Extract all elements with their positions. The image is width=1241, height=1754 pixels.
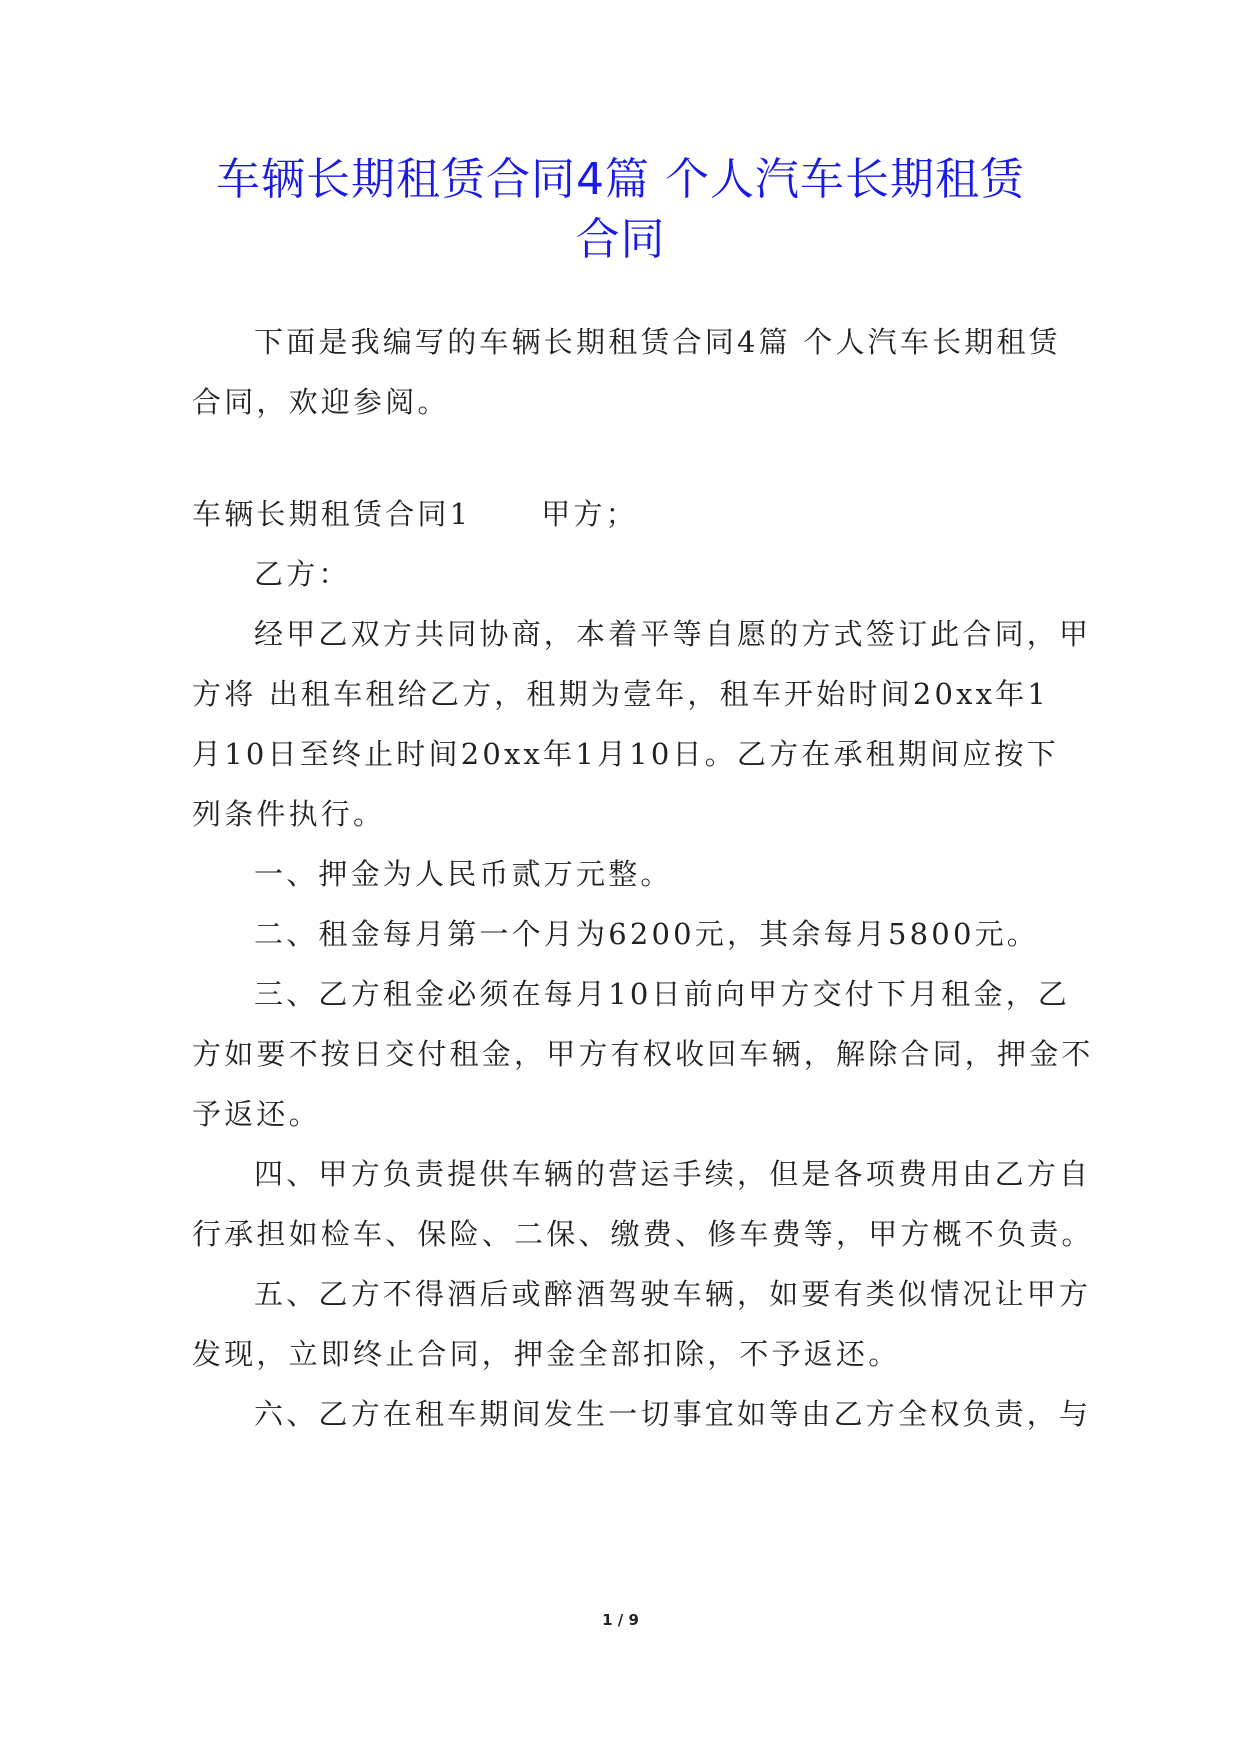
intro-line-1: 下面是我编写的车辆长期租赁合同4篇 个人汽车长期租赁 bbox=[254, 325, 1061, 359]
clause-5-line-2: 发现，立即终止合同，押金全部扣除，不予返还。 bbox=[192, 1337, 901, 1371]
clause-6-line-1: 六、乙方在租车期间发生一切事宜如等由乙方全权负责，与 bbox=[254, 1397, 1092, 1431]
clause-2: 二、租金每月第一个月为6200元，其余每月5800元。 bbox=[254, 917, 1040, 951]
paragraph-1-line-4: 列条件执行。 bbox=[192, 797, 386, 831]
clause-3-line-3: 予返还。 bbox=[192, 1097, 321, 1131]
party-b-label: 乙方： bbox=[254, 557, 351, 591]
section-heading: 车辆长期租赁合同1 bbox=[192, 497, 472, 531]
clause-5-line-1: 五、乙方不得酒后或醉酒驾驶车辆，如要有类似情况让甲方 bbox=[254, 1277, 1092, 1311]
party-a-label: 甲方； bbox=[541, 497, 638, 531]
document-title bbox=[150, 150, 1091, 270]
paragraph-1-line-3: 月10日至终止时间20xx年1月10日。乙方在承租期间应按下 bbox=[192, 737, 1059, 771]
clause-3-line-1: 三、乙方租金必须在每月10日前向甲方交付下月租金，乙 bbox=[254, 977, 1071, 1011]
paragraph-1-line-1: 经甲乙双方共同协商，本着平等自愿的方式签订此合同，甲 bbox=[254, 617, 1092, 651]
paragraph-1-line-2: 方将 出租车租给乙方，租期为壹年，租车开始时间20xx年1 bbox=[192, 677, 1050, 711]
intro-line-2: 合同，欢迎参阅。 bbox=[192, 385, 450, 419]
clause-3-line-2: 方如要不按日交付租金，甲方有权收回车辆，解除合同，押金不 bbox=[192, 1037, 1094, 1071]
clause-1: 一、押金为人民币贰万元整。 bbox=[254, 857, 673, 891]
section-heading-row bbox=[192, 492, 638, 533]
clause-4-line-2: 行承担如检车、保险、二保、缴费、修车费等，甲方概不负责。 bbox=[192, 1217, 1094, 1251]
title-line-1: 车辆长期租赁合同4篇 个人汽车长期租赁 bbox=[216, 154, 1025, 205]
title-line-2: 合同 bbox=[575, 214, 666, 265]
page-number: 1 / 9 bbox=[602, 1611, 639, 1629]
clause-4-line-1: 四、甲方负责提供车辆的营运手续，但是各项费用由乙方自 bbox=[254, 1157, 1092, 1191]
